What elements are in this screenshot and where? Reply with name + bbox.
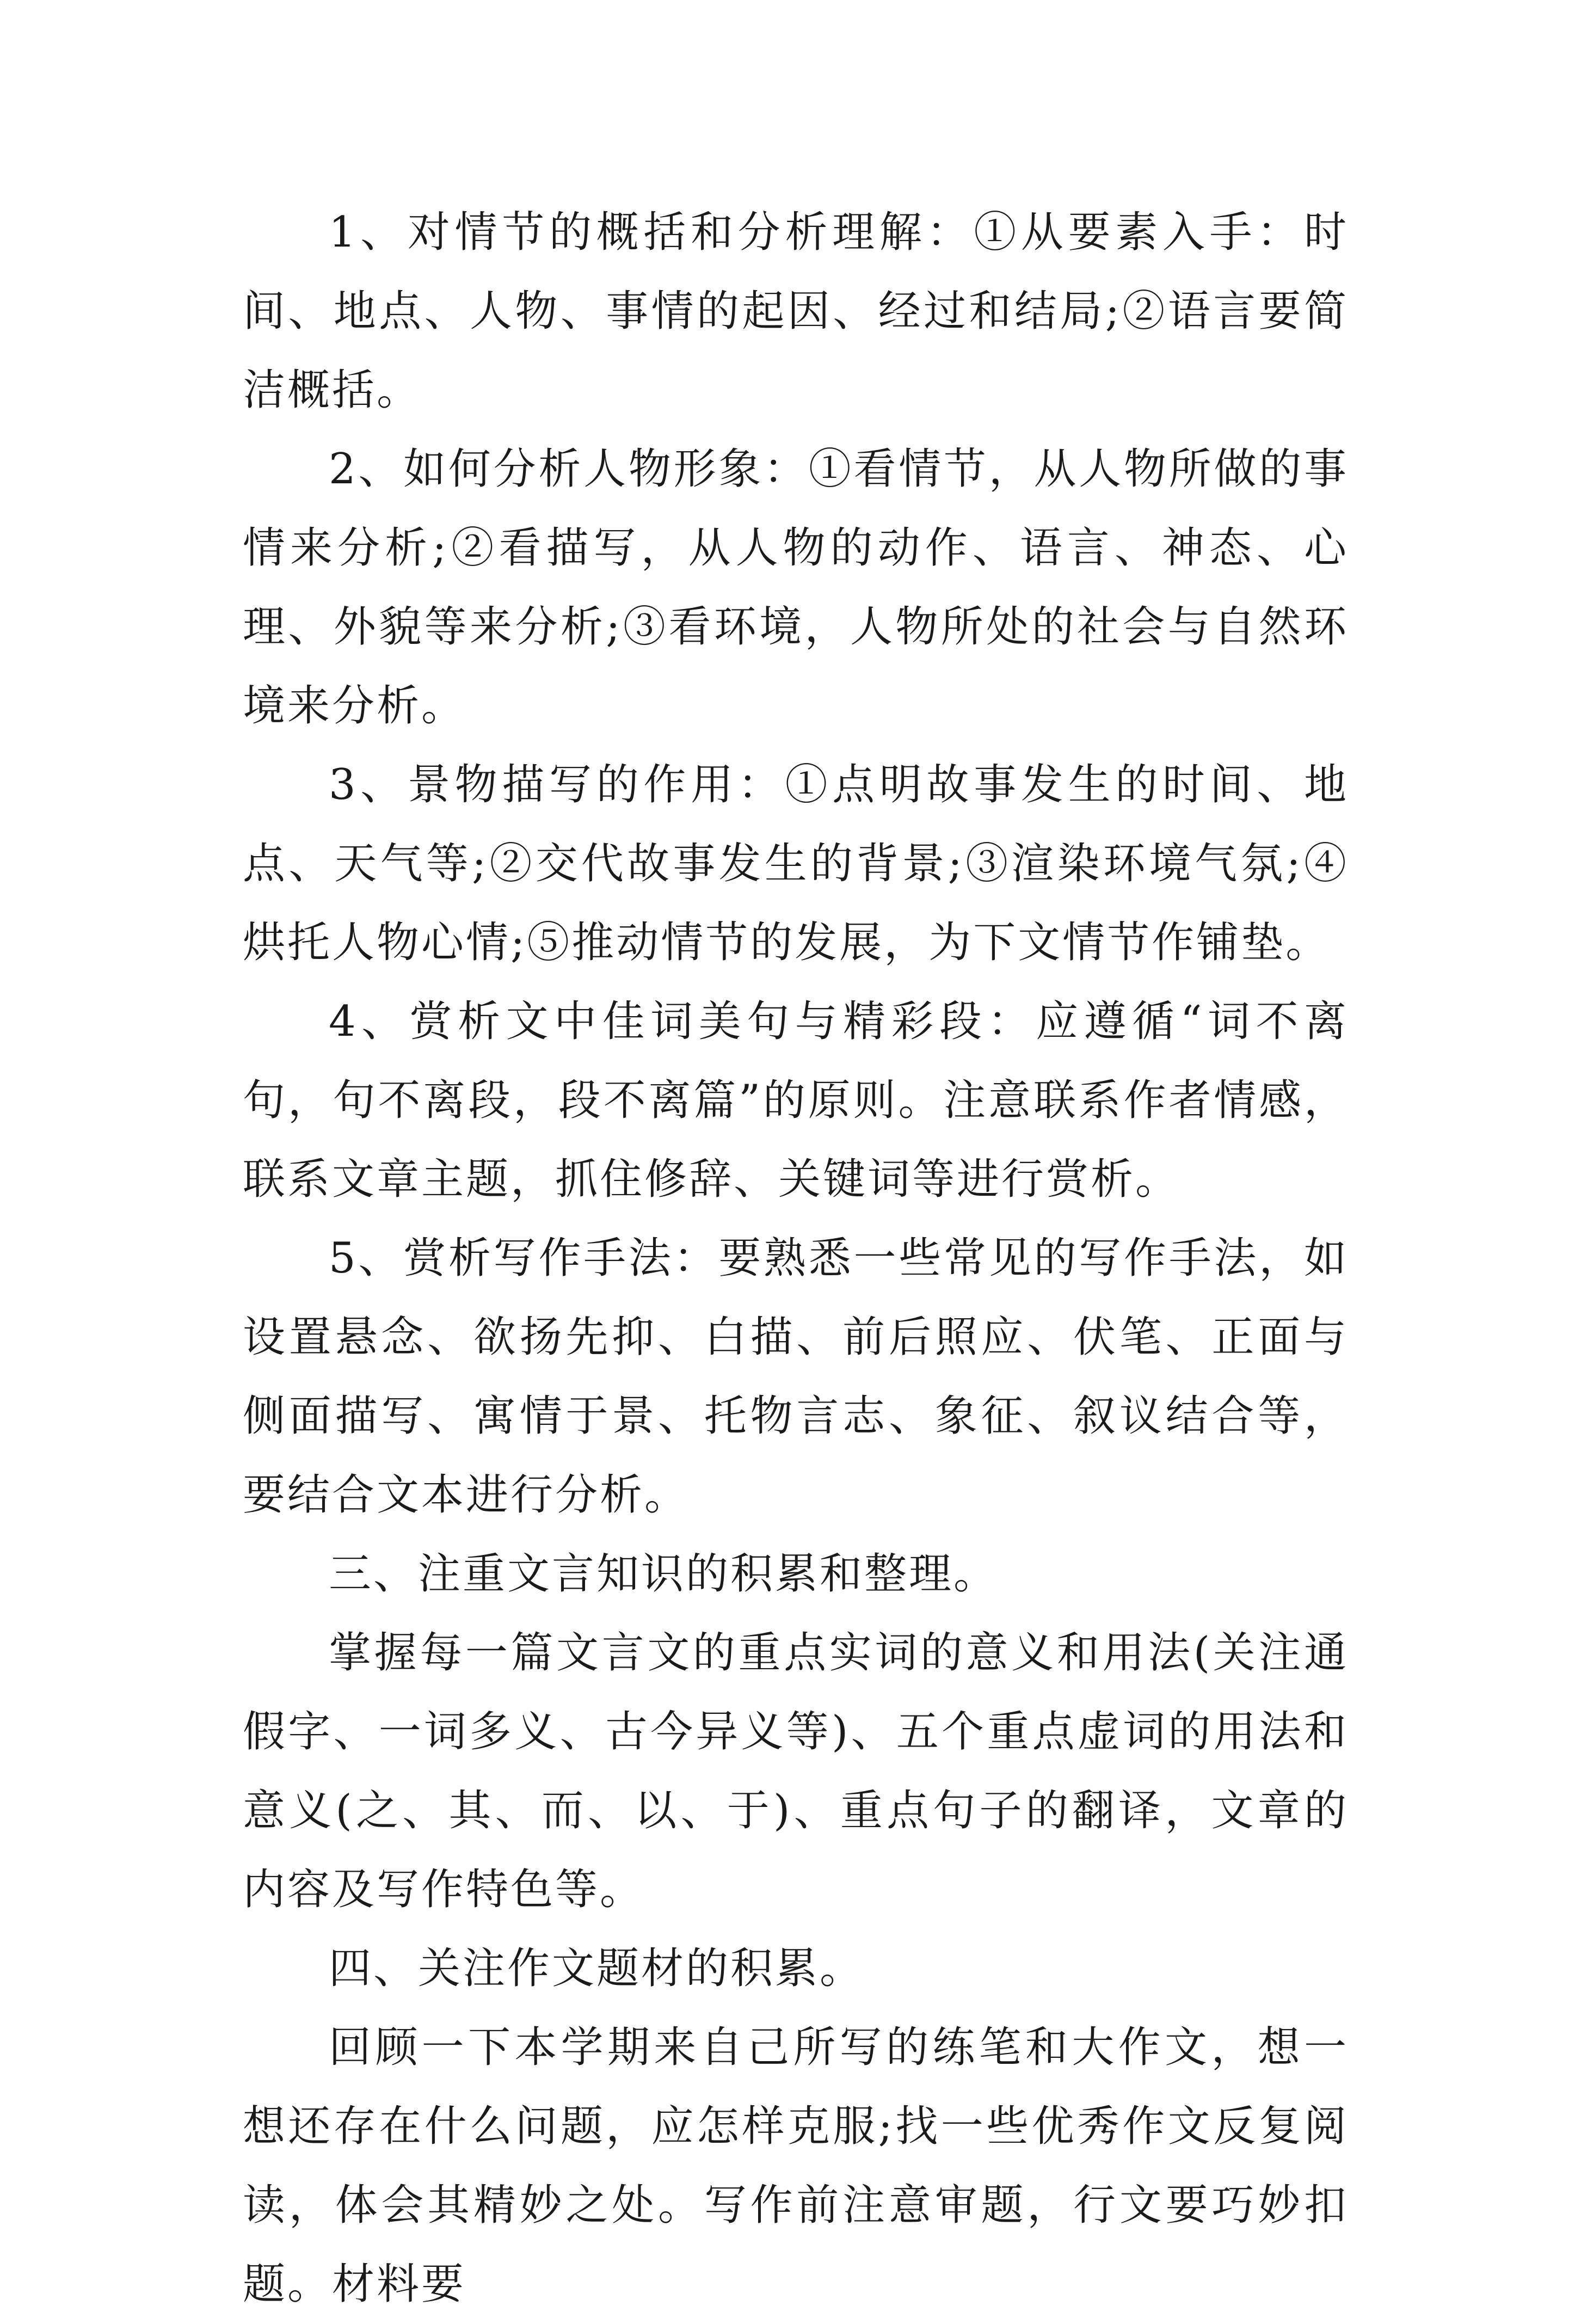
paragraph-writing-techniques: 5、赏析写作手法：要熟悉一些常见的写作手法，如设置悬念、欲扬先抑、白描、前后照应、伏笔、正面与侧面描写、寓情于景、托物言志、象征、叙议结合等，要结合文本进行分析。 (243, 1234, 1349, 1520)
paragraph-sentence-appreciation: 4、赏析文中佳词美句与精彩段：应遵循“词不离句，句不离段，段不离篇”的原则。注意联系作者情感，联系文章主题，抓住修辞、关键词等进行赏析。 (243, 997, 1349, 1204)
document-body (243, 193, 1349, 2324)
paragraph-character-analysis: 2、如何分析人物形象：①看情节，从人物所做的事情来分析;②看描写，从人物的动作、语言、神态、心理、外貌等来分析;③看环境，人物所处的社会与自然环境来分析。 (243, 445, 1349, 730)
paragraph-classical-chinese: 掌握每一篇文言文的重点实词的意义和用法(关注通假字、一词多义、古今异义等)、五个重点虚词的用法和意义(之、其、而、以、于)、重点句子的翻译，文章的内容及写作特色等。 (243, 1628, 1349, 1914)
paragraph-plot-summary: 1、对情节的概括和分析理解：①从要素入手：时间、地点、人物、事情的起因、经过和结局;②语言要简洁概括。 (243, 208, 1349, 415)
section-heading-classical-chinese: 三、注重文言知识的积累和整理。 (329, 1550, 999, 1598)
paragraph-composition: 回顾一下本学期来自己所写的练笔和大作文，想一想还存在什么问题，应怎样克服;找一些优秀作文反复阅读，体会其精妙之处。写作前注意审题，行文要巧妙扣题。材料要 (243, 2023, 1349, 2309)
paragraph-scenery-description: 3、景物描写的作用：①点明故事发生的时间、地点、天气等;②交代故事发生的背景;③渲染环境气氛;④烘托人物心情;⑤推动情节的发展，为下文情节作铺垫。 (243, 760, 1349, 967)
section-heading-composition: 四、关注作文题材的积累。 (329, 1944, 865, 1993)
